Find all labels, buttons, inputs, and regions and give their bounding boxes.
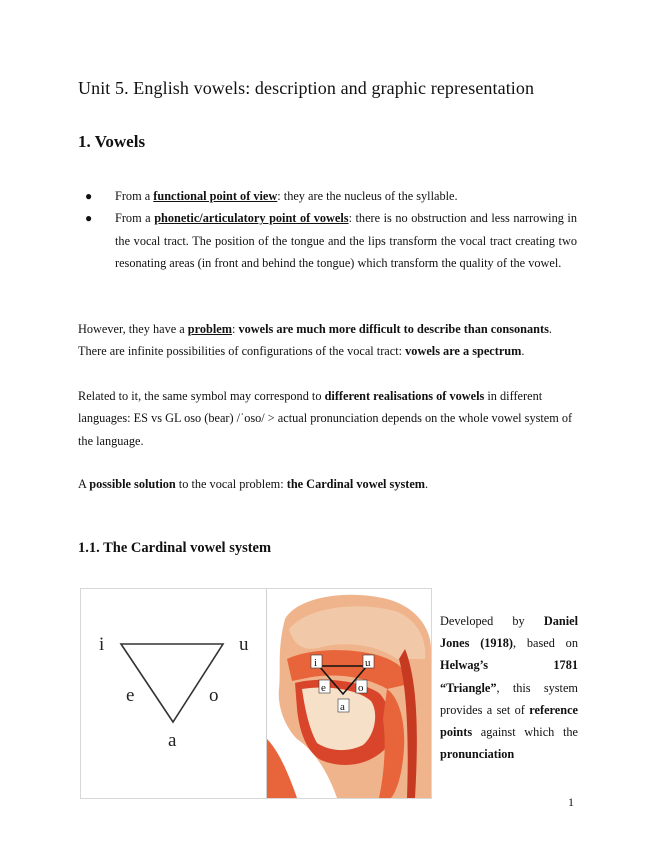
paragraph-realisations: Related to it, the same symbol may correspond to different realisations of vowels in different languages: ES vs GL oso (bear) /ˈoso/ > actual pronunciation depends on the whole vowel system of the language.	[78, 389, 573, 448]
diagram-label-a: a	[340, 701, 345, 713]
emphasis-phonetic: phonetic/articulatory point of vowels	[154, 211, 349, 226]
vocal-tract-illustration	[267, 589, 431, 798]
triangle-label-e: e	[126, 685, 135, 706]
emphasis-functional: functional point of view	[153, 189, 278, 203]
vowel-triangle	[121, 644, 223, 722]
bullet-item-functional: ● From a functional point of view: they are the nucleus of the syllable.	[85, 185, 577, 207]
section-heading-vowels: 1. Vowels	[78, 132, 146, 151]
diagram-label-u: u	[365, 657, 371, 669]
diagram-label-i: i	[314, 657, 318, 669]
bullet-list	[85, 185, 577, 275]
page-title: Unit 5. English vowels: description and graphic representation	[78, 78, 535, 98]
page-number: 1	[568, 795, 574, 809]
diagram-label-o: o	[358, 682, 364, 694]
triangle-label-o: o	[209, 685, 219, 706]
paragraph-solution: A possible solution to the vocal problem: the Cardinal vowel system.	[78, 477, 429, 491]
section-heading-cardinal: 1.1. The Cardinal vowel system	[78, 540, 272, 556]
triangle-label-u: u	[239, 634, 249, 655]
triangle-label-i: i	[99, 634, 105, 655]
bullet-item-phonetic: ● From a phonetic/articulatory point of vowels: there is no obstruction and less narrowing in the vocal tract. The position of the tongue and the lips transform the vocal tract creating two resonating areas (in front and behind the tongue) which transform the quality of the vowel.	[85, 207, 577, 274]
bullet-icon: ●	[85, 189, 93, 203]
cardinal-vowel-figure	[80, 588, 432, 799]
vowel-triangle-diagram	[81, 589, 266, 798]
cardinal-description: Developed by Daniel Jones (1918), based on Helwag’s 1781 “Triangle”, this system provides a set of reference points against which the pronunciation	[440, 614, 578, 762]
paragraph-problem: However, they have a problem: vowels are much more difficult to describe than consonants. There are infinite possibilities of configurations of the vocal tract: vowels are a spectrum.	[78, 322, 552, 359]
bullet-icon: ●	[85, 211, 93, 226]
emphasis-problem: problem	[187, 322, 232, 336]
diagram-label-e: e	[321, 682, 326, 694]
triangle-label-a: a	[168, 730, 177, 751]
